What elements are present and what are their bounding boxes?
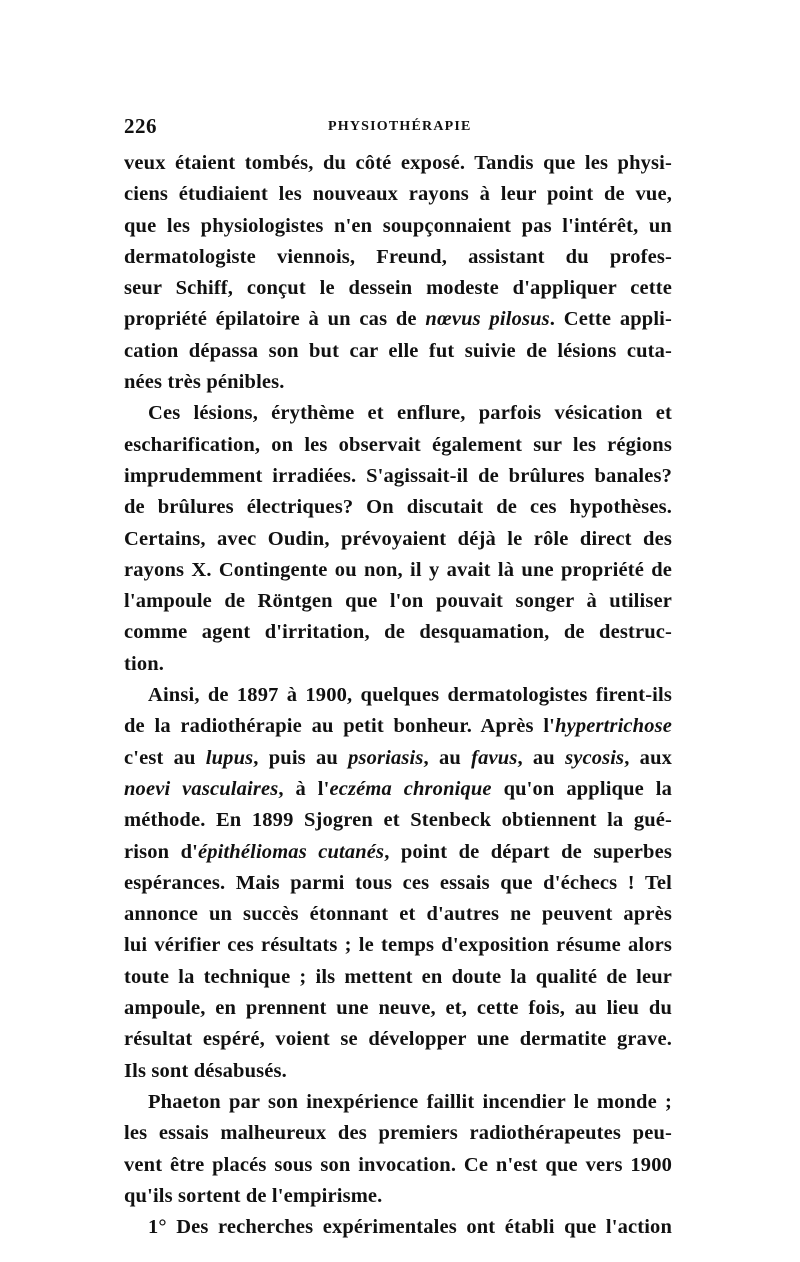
text-line — [124, 1118, 672, 1149]
text-line — [124, 962, 672, 993]
text-segment: rison d' — [124, 840, 198, 863]
text-line — [124, 711, 672, 742]
italic-text: sycosis — [565, 746, 625, 769]
italic-text: eczéma chronique — [329, 777, 492, 800]
text-line — [124, 586, 672, 617]
text-segment: tion. — [124, 652, 165, 675]
text-line — [124, 398, 672, 429]
text-segment: propriété épilatoire à un cas de — [124, 308, 426, 331]
text-segment: qu'ils sortent de l'empirisme. — [124, 1184, 383, 1207]
running-head — [124, 114, 672, 144]
page-number: 226 — [124, 114, 157, 138]
text-line — [124, 461, 672, 492]
text-segment: qu'on applique la — [491, 777, 673, 800]
text-segment: méthode. En 1899 Sjogren et Stenbeck obtiennent la gué- — [124, 809, 672, 832]
text-segment: vent être placés sous son invocation. Ce n'est que vers 1900 — [124, 1153, 672, 1176]
text-line — [124, 899, 672, 930]
text-line — [124, 837, 672, 868]
text-line — [124, 430, 672, 461]
text-line — [124, 617, 672, 648]
text-line — [124, 367, 672, 398]
text-segment: 1° Des recherches expérimentales ont établi que l'action — [148, 1216, 672, 1239]
italic-text: psoriasis — [348, 746, 424, 769]
text-segment: annonce un succès étonnant et d'autres ne peuvent après — [124, 903, 672, 926]
text-segment: , au — [423, 746, 472, 769]
text-segment: ampoule, en prennent une neuve, et, cette fois, au lieu du — [124, 997, 672, 1020]
text-line — [124, 1056, 672, 1087]
text-line — [124, 211, 672, 242]
text-line — [124, 524, 672, 555]
text-segment: de brûlures électriques? On discutait de ces hypothèses. — [124, 496, 672, 519]
text-line — [124, 649, 672, 680]
text-line — [124, 304, 672, 335]
italic-text: favus — [471, 746, 518, 769]
text-segment: de la radiothérapie au petit bonheur. Après l' — [124, 715, 556, 738]
text-segment: comme agent d'irritation, de desquamation, de destruc- — [124, 621, 672, 644]
text-line — [124, 1150, 672, 1181]
italic-text: lupus — [205, 746, 254, 769]
text-segment: toute la technique ; ils mettent en doute la qualité de leur — [124, 965, 672, 988]
text-segment: Ces lésions, érythème et enflure, parfois vésication et — [148, 402, 672, 425]
text-segment: veux étaient tombés, du côté exposé. Tandis que les physi- — [124, 152, 672, 174]
text-segment: résultat espéré, voient se développer une dermatite grave. — [124, 1028, 672, 1051]
text-segment: . Cette appli- — [549, 308, 672, 331]
text-segment: escharification, on les observait également sur les régions — [124, 433, 672, 456]
text-segment: nées très pénibles. — [124, 371, 285, 394]
text-segment: Ils sont désabusés. — [124, 1059, 287, 1082]
running-title: PHYSIOTHÉRAPIE — [328, 119, 472, 134]
text-segment: , puis au — [253, 746, 349, 769]
text-line — [124, 993, 672, 1024]
text-line — [124, 179, 672, 210]
text-segment: cation dépassa son but car elle fut suivie de lésions cuta- — [124, 339, 672, 362]
text-segment: , à l' — [278, 777, 330, 800]
text-segment: espérances. Mais parmi tous ces essais que d'échecs ! Tel — [124, 871, 672, 894]
text-segment: , au — [517, 746, 566, 769]
text-segment: seur Schiff, conçut le dessein modeste d'appliquer cette — [124, 277, 672, 300]
text-segment: Certains, avec Oudin, prévoyaient déjà le rôle direct des — [124, 527, 672, 550]
text-segment: , point de départ de superbes — [384, 840, 672, 863]
text-segment: lui vérifier ces résultats ; le temps d'exposition résume alors — [124, 934, 672, 957]
text-line — [124, 1087, 672, 1118]
text-line — [124, 1024, 672, 1055]
text-line — [124, 774, 672, 805]
text-segment: ciens étudiaient les nouveaux rayons à leur point de vue, — [124, 183, 672, 206]
body-text — [124, 148, 672, 1243]
text-line — [124, 1181, 672, 1212]
text-segment: , aux — [624, 746, 673, 769]
text-line — [124, 148, 672, 179]
text-segment: dermatologiste viennois, Freund, assistant du profes- — [124, 245, 672, 268]
text-segment: Ainsi, de 1897 à 1900, quelques dermatologistes firent-ils — [148, 684, 672, 707]
text-segment: l'ampoule de Röntgen que l'on pouvait songer à utiliser — [124, 590, 672, 613]
text-segment: imprudemment irradiées. S'agissait-il de brûlures banales? — [124, 464, 672, 487]
text-line — [124, 336, 672, 367]
text-line — [124, 1212, 672, 1243]
text-line — [124, 743, 672, 774]
italic-text: nœvus pilosus — [425, 308, 550, 331]
text-segment: c'est au — [124, 746, 206, 769]
italic-text: hypertrichose — [555, 715, 672, 738]
italic-text: noevi vasculaires — [124, 777, 279, 800]
text-line — [124, 868, 672, 899]
text-line — [124, 273, 672, 304]
text-line — [124, 680, 672, 711]
text-segment: que les physiologistes n'en soupçonnaient pas l'intérêt, un — [124, 214, 672, 237]
text-line — [124, 930, 672, 961]
text-line — [124, 805, 672, 836]
text-segment: rayons X. Contingente ou non, il y avait là une propriété de — [124, 558, 672, 581]
text-segment: les essais malheureux des premiers radiothérapeutes peu- — [124, 1122, 672, 1145]
text-segment: Phaeton par son inexpérience faillit incendier le monde ; — [148, 1090, 672, 1113]
italic-text: épithéliomas cutanés — [197, 840, 385, 863]
text-line — [124, 555, 672, 586]
text-line — [124, 242, 672, 273]
text-line — [124, 492, 672, 523]
